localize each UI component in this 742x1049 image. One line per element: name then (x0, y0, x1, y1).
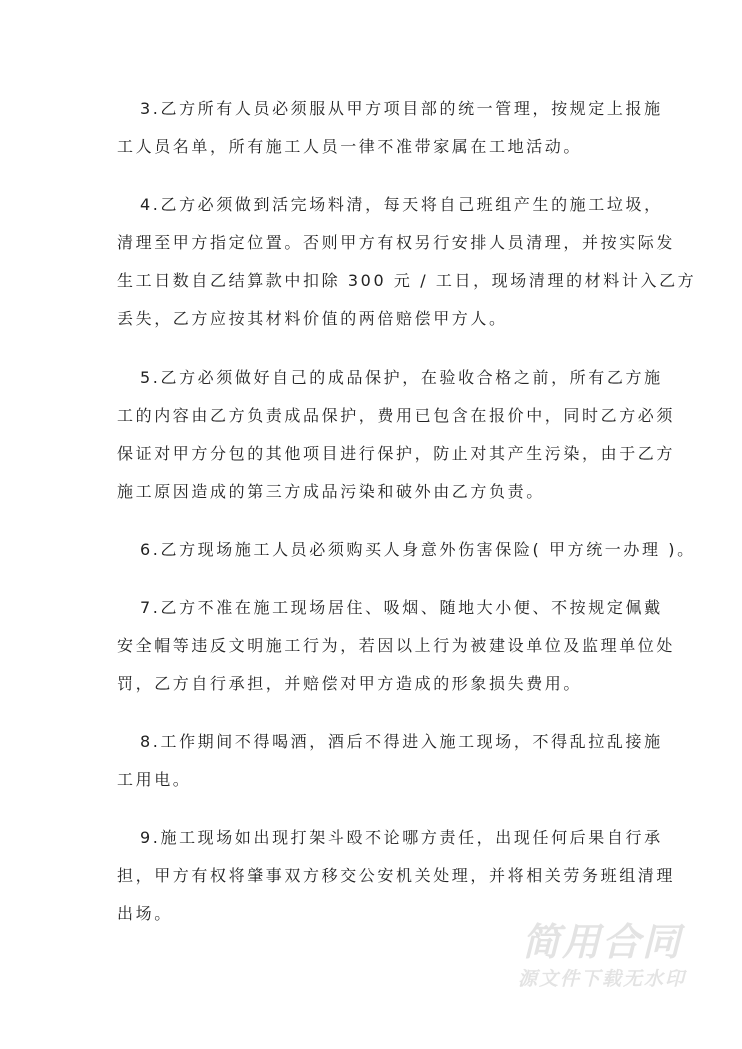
clause-paragraph (117, 90, 663, 166)
clause-paragraph (117, 819, 676, 933)
clause-line: 7.乙方不准在施工现场居住、吸烟、随地大小便、不按规定佩戴 (140, 598, 663, 617)
clause-line: 工人员名单，所有施工人员一律不准带家属在工地活动。 (117, 137, 583, 156)
watermark-subtitle: 源文件下载无水印 (517, 968, 686, 990)
clause-paragraph (117, 359, 676, 511)
clause-line: 清理至甲方指定位置。否则甲方有权另行安排人员清理，并按实际发 (117, 233, 676, 252)
clause-paragraph (117, 589, 676, 703)
clause-line: 罚，乙方自行承担，并赔偿对甲方造成的形象损失费用。 (117, 674, 583, 693)
watermark-title: 简用合同 (521, 920, 682, 964)
clause-line: 保证对甲方分包的其他项目进行保护，防止对其产生污染，由于乙方 (117, 444, 676, 463)
clause-line: 施工原因造成的第三方成品污染和破外由乙方负责。 (117, 482, 545, 501)
clause-line: 6.乙方现场施工人员必须购买人身意外伤害保险( 甲方统一办理 )。 (140, 540, 696, 559)
clause-line: 安全帽等违反文明施工行为，若因以上行为被建设单位及监理单位处 (117, 636, 676, 655)
clause-line: 3.乙方所有人员必须服从甲方项目部的统一管理，按规定上报施 (140, 99, 663, 118)
clause-line: 8.工作期间不得喝酒，酒后不得进入施工现场，不得乱拉乱接施 (140, 732, 663, 751)
watermark (512, 920, 692, 994)
clause-paragraph (117, 531, 696, 569)
clause-paragraph (117, 186, 697, 338)
clause-line: 9.施工现场如出现打架斗殴不论哪方责任，出现任何后果自行承 (140, 828, 663, 847)
clause-line: 生工日数自乙结算款中扣除 300 元 / 工日，现场清理的材料计入乙方 (117, 271, 697, 290)
clause-line: 出场。 (117, 904, 173, 923)
clause-line: 工的内容由乙方负责成品保护，费用已包含在报价中，同时乙方必须 (117, 406, 676, 425)
clause-line: 5.乙方必须做好自己的成品保护，在验收合格之前，所有乙方施 (140, 368, 663, 387)
clause-line: 丢失，乙方应按其材料价值的两倍赔偿甲方人。 (117, 309, 508, 328)
clause-paragraph (117, 723, 663, 799)
clause-line: 4.乙方必须做到活完场料清，每天将自己班组产生的施工垃圾， (140, 195, 663, 214)
clause-line: 担，甲方有权将肇事双方移交公安机关处理，并将相关劳务班组清理 (117, 866, 676, 885)
clause-line: 工用电。 (117, 770, 192, 789)
